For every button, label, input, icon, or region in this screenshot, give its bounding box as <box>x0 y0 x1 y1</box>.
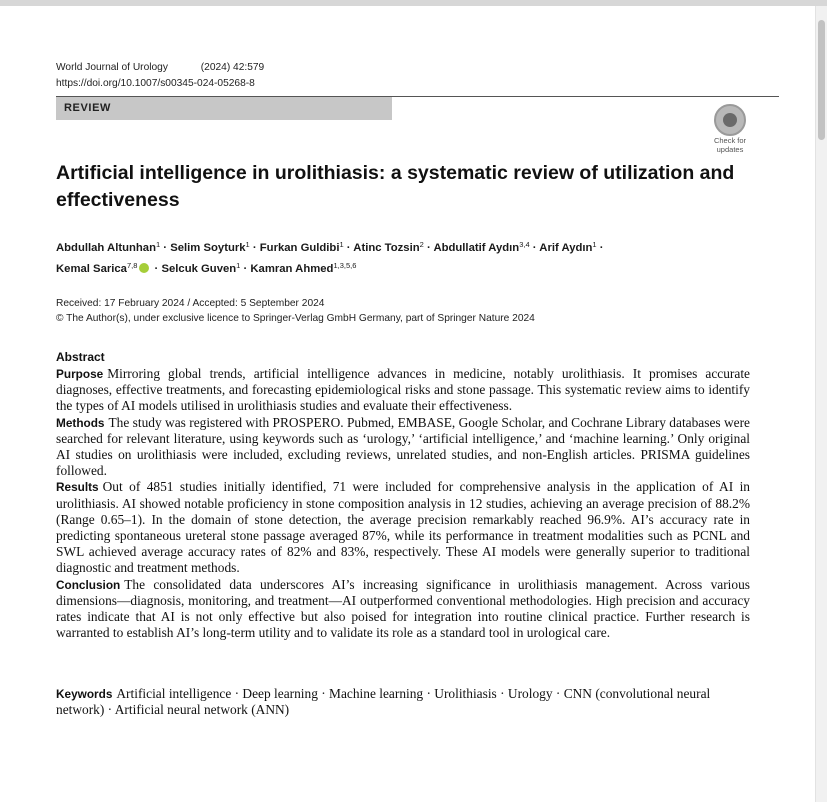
author-affiliation: 1 <box>592 240 597 249</box>
author-affiliation: 3,4 <box>519 240 530 249</box>
abstract-heading: Abstract <box>56 350 105 364</box>
author-name: Furkan Guldibi <box>259 242 340 254</box>
keywords-label: Keywords <box>56 687 113 701</box>
article-title: Artificial intelligence in urolithiasis: a systematic review of utilization and effectiveness <box>56 162 735 211</box>
author-name: Selcuk Guven <box>161 263 237 275</box>
author-list <box>56 236 756 278</box>
purpose-label: Purpose <box>56 367 104 381</box>
check-updates-line2: updates <box>716 145 744 154</box>
methods-label: Methods <box>56 415 105 430</box>
conclusion-text: The consolidated data underscores AI’s increasing significance in urolithiasis management. Across various dimensions—diagnosis, monitoring, and treatment—AI outperformed conventional methodologies. High precision and accuracy rates indicate that AI is not only effective but also poised for integration into routine clinical practice. Further research is warranted to establish AI’s long-term utility and to validate its role as a standard tool in urological care. <box>56 576 750 641</box>
abstract-results <box>56 479 750 576</box>
keywords-text: Artificial intelligence · Deep learning · Machine learning · Urolithiasis · Urology · CNN (convolutional neural network) · Artificial neural network (ANN) <box>56 686 711 718</box>
results-text: Out of 4851 studies initially identified, 71 were included for comprehensive analysis in the application of AI in urolithiasis. AI showed notable proficiency in stone composition analysis in 12 studies, achieving an average precision of 88.2% (Range 0.65–1). In the domain of stone detection, the average precision remarkably reached 96.9%. AI’s accuracy rate in predicting spontaneous ureteral stone passage averaged 87%, while its performance in treatment modalities such as PCNL and SWL achieved average accuracy rates of 82% and 83%, respectively. These AI models were generally superior to traditional diagnostic and treatment methods. <box>56 479 750 576</box>
check-for-updates-badge[interactable] <box>707 104 753 154</box>
check-for-updates-icon <box>714 104 746 136</box>
author-name: Abdullah Altunhan <box>56 242 156 254</box>
author-affiliation: 7,8 <box>126 261 138 270</box>
abstract-methods <box>56 415 750 480</box>
check-updates-line1: Check for <box>713 136 747 145</box>
author-name: Kamran Ahmed <box>250 263 334 275</box>
abstract-purpose <box>56 366 750 415</box>
author-affiliation: 2 <box>419 240 424 249</box>
author-affiliation: 1 <box>236 261 241 270</box>
author-separator: · <box>243 263 248 275</box>
vertical-scrollbar[interactable] <box>815 6 827 802</box>
author-name: Abdullatif Aydın <box>433 242 520 254</box>
purpose-text: Mirroring global trends, artificial intelligence advances in medicine, notably urolithiasis. It promises accurate diagnoses, effective treatments, and forecasting epidemiological risks and stone passage. This systematic review aims to identify the types of AI models utilised in urolithiasis studies and evaluate their effectiveness. <box>56 366 750 414</box>
publication-dates <box>56 296 535 326</box>
copyright-notice: © The Author(s), under exclusive licence to Springer-Verlag GmbH Germany, part of Springer Nature 2024 <box>56 313 535 324</box>
author-affiliation: 1 <box>155 240 161 249</box>
author-name: Atinc Tozsin <box>353 242 420 254</box>
orcid-icon[interactable] <box>139 263 149 273</box>
journal-name: World Journal of Urology <box>56 62 168 73</box>
author-name: Kemal Sarica <box>56 263 127 275</box>
received-accepted: Received: 17 February 2024 / Accepted: 5 September 2024 <box>56 298 325 309</box>
keywords <box>56 686 756 718</box>
doi-link[interactable]: https://doi.org/10.1007/s00345-024-05268-8 <box>56 78 255 89</box>
methods-text: The study was registered with PROSPERO. Pubmed, EMBASE, Google Scholar, and Cochrane Library databases were searched for relevant literature, using keywords such as ‘urology,’ ‘artificial intelligence,’ and ‘machine learning.’ Only original AI studies on urolithiasis were included, excluding reviews, unrelated studies, and non-English articles. PRISMA guidelines followed. <box>56 414 750 479</box>
author-separator: · <box>426 242 431 254</box>
author-affiliation: 1,3,5,6 <box>333 261 357 270</box>
abstract-conclusion <box>56 577 750 642</box>
author-separator: · <box>252 242 257 254</box>
scrollbar-thumb[interactable] <box>818 20 825 140</box>
author-separator: · <box>599 242 604 254</box>
section-label: REVIEW <box>64 102 111 114</box>
author-separator: · <box>532 242 537 254</box>
author-separator: · <box>154 263 159 275</box>
author-affiliation: 1 <box>339 240 344 249</box>
conclusion-label: Conclusion <box>56 577 121 592</box>
results-label: Results <box>56 480 99 495</box>
pdf-page <box>0 6 815 802</box>
author-name: Arif Aydın <box>539 242 593 254</box>
abstract-body <box>56 366 750 641</box>
author-affiliation: 1 <box>245 240 250 249</box>
author-separator: · <box>163 242 168 254</box>
journal-meta <box>56 60 264 92</box>
author-name: Selim Soyturk <box>170 242 246 254</box>
journal-volume: (2024) 42:579 <box>200 62 265 73</box>
author-separator: · <box>346 242 351 254</box>
